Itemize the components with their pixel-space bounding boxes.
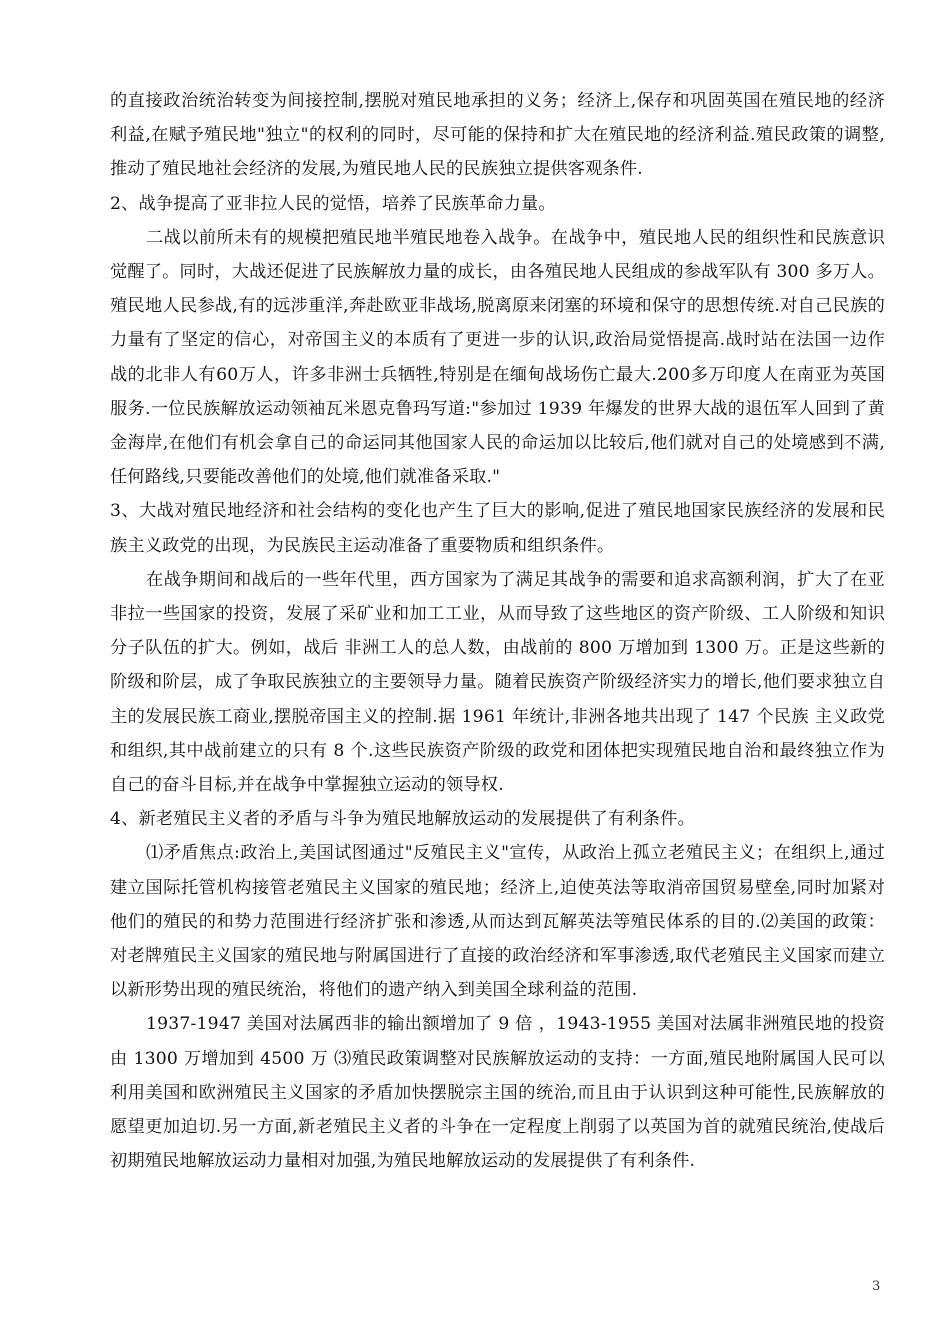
paragraph: 在战争期间和战后的一些年代里，西方国家为了满足其战争的需要和追求高额利润，扩大了在亚非拉一些国家的投资，发展了采矿业和加工工业，从而导致了这些地区的资产阶级、工人阶级和知识分子队伍的扩大。例如，战后 非洲工人的总人数，由战前的 800 万增加到 1300 万。正是这些新的阶级和阶层，成了争取民族独立的主要领导力量。随着民族资产阶级经济实力的增长,他们要求独立自主的发展民族工商业,摆脱帝国主义的控制.据 1961 年统计,非洲各地共出现了 147 个民族 主义政党和组织,其中战前建立的只有 8 个.这些民族资产阶级的政党和团体把实现殖民地自治和最终独立作为自己的奋斗目标,并在战争中掌握独立运动的领导权. [110,569,885,796]
page-number: 3 [872,1279,881,1294]
paragraph: 1937-1947 美国对法属西非的输出额增加了 9 倍 ，1943-1955 美国对法属非洲殖民地的投资由 1300 万增加到 4500 万 ⑶殖民政策调整对民族解放运动的支持：一方面,殖民地附属国人民可以利用美国和欧洲殖民主义国家的矛盾加快摆脱宗主国的统治,而且由于认识到这种可能性,民族解放的愿望更加迫切.另一方面,新老殖民主义者的斗争在一定程度上削弱了以英国为首的就殖民统治,使战后初期殖民地解放运动力量相对加强,为殖民地解放运动的发展提供了有利条件. [110,1014,885,1172]
paragraph: ⑴矛盾焦点:政治上,美国试图通过"反殖民主义"宣传，从政治上孤立老殖民主义；在组织上,通过建立国际托管机构接管老殖民主义国家的殖民地；经济上,迫使英法等取消帝国贸易壁垒,同时加紧对他们的殖民的和势力范围进行经济扩张和渗透,从而达到瓦解英法等殖民体系的目的.⑵美国的政策：对老牌殖民主义国家的殖民地与附属国进行了直接的政治经济和军事渗透,取代老殖民主义国家而建立以新形势出现的殖民统治，将他们的遗产纳入到美国全球利益的范围. [110,843,885,1001]
section-heading-3: 3、大战对殖民地经济和社会结构的变化也产生了巨大的影响,促进了殖民地国家民族经济的发展和民族主义政党的出现，为民族民主运动准备了重要物质和组织条件。 [110,501,885,556]
paragraph: 的直接政治统治转变为间接控制,摆脱对殖民地承担的义务；经济上,保存和巩固英国在殖民地的经济利益,在赋予殖民地"独立"的权利的同时，尽可能的保持和扩大在殖民地的经济利益.殖民政策的调整,推动了殖民地社会经济的发展,为殖民地人民的民族独立提供客观条件. [110,91,885,180]
paragraph: 二战以前所未有的规模把殖民地半殖民地卷入战争。在战争中，殖民地人民的组织性和民族意识觉醒了。同时，大战还促进了民族解放力量的成长，由各殖民地人民组成的参战军队有 300 多万人。殖民地人民参战,有的远涉重洋,奔赴欧亚非战场,脱离原来闭塞的环境和保守的思想传统.对自己民族的力量有了坚定的信心，对帝国主义的本质有了更进一步的认识,政治局觉悟提高.战时站在法国一边作战的北非人有60万人，许多非洲士兵牺牲,特别是在缅甸战场伤亡最大.200多万印度人在南亚为英国服务.一位民族解放运动领袖瓦米恩克鲁玛写道:"参加过 1939 年爆发的世界大战的退伍军人回到了黄金海岸,在他们有机会拿自己的命运同其他国家人民的命运加以比较后,他们就对自己的处境感到不满,任何路线,只要能改善他们的处境,他们就准备采取." [110,227,886,488]
section-heading-4: 4、新老殖民主义者的矛盾与斗争为殖民地解放运动的发展提供了有利条件。 [110,809,695,830]
body-text [110,84,885,1179]
section-heading-2: 2、战争提高了亚非拉人民的觉悟，培养了民族革命力量。 [110,193,556,214]
